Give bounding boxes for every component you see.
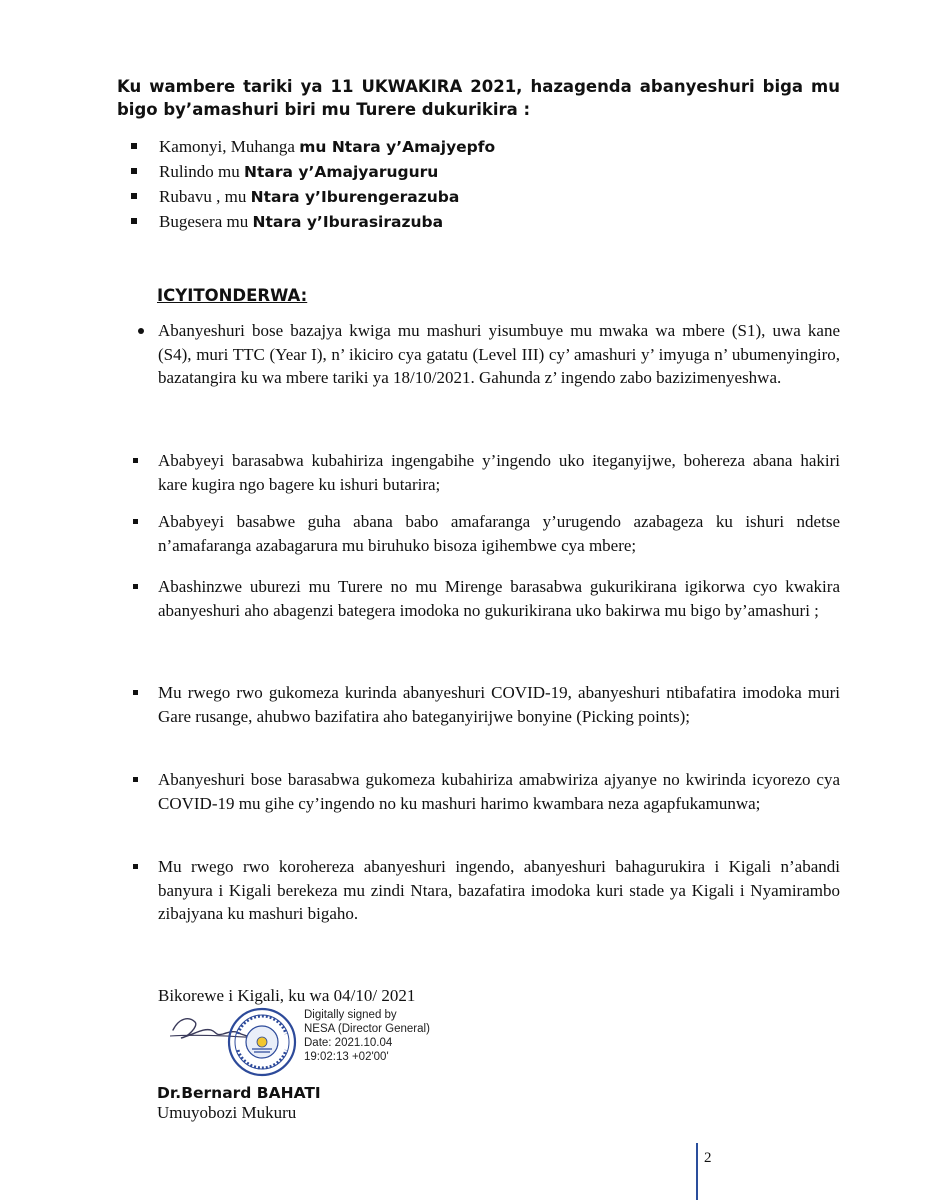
district-item: Bugesera mu Ntara y’Iburasirazuba — [130, 209, 495, 234]
district-item: Kamonyi, Muhanga mu Ntara y’Amajyepfo — [130, 134, 495, 159]
square-bullet-icon — [133, 458, 138, 463]
signer-title: Umuyobozi Mukuru — [157, 1103, 297, 1122]
rule-item: Mu rwego rwo gukomeza kurinda abanyeshuri COVID-19, abanyeshuri ntibafatira imodoka muri Gare rusange, ahubwo bazifatira aho bateganyirijwe bonyine (Picking points); — [133, 681, 840, 728]
rule-item: Ababyeyi barasabwa kubahiriza ingengabihe y’ingendo uko iteganyijwe, bohereza abana hakiri kare kugira ngo bagere ku ishuri butarira; — [133, 449, 840, 496]
square-bullet-icon — [133, 519, 138, 524]
square-bullet-icon — [131, 218, 137, 224]
official-seal-icon — [229, 1009, 295, 1075]
signer-name: Dr.Bernard BAHATI — [157, 1084, 321, 1102]
rule-item: Abashinzwe uburezi mu Turere no mu Mirenge barasabwa gukurikirana igikorwa cyo kwakira abanyeshuri aho abagenzi bategera imodoka no gukurikirana uko bakirwa mu bigo by’amashuri ; — [133, 575, 840, 622]
page-number-divider — [696, 1143, 698, 1200]
square-bullet-icon — [133, 690, 138, 695]
rule-item: Mu rwego rwo korohereza abanyeshuri ingendo, abanyeshuri bahagurukira i Kigali n’abandi banyura i Kigali berekeza mu zindi Ntara, bazafatira imodoka kuri stade ya Kigali i Nyamirambo zibajyana ku mashuri bigaho. — [133, 855, 840, 926]
square-bullet-icon — [133, 777, 138, 782]
square-bullet-icon — [133, 584, 138, 589]
round-bullet-icon — [138, 328, 144, 334]
rule-item: Abanyeshuri bose barasabwa gukomeza kubahiriza amabwiriza ajyanye no kwirinda icyorezo cya COVID-19 mu gihe cy’ingendo no ku mashuri harimo kwambara neza agapfukamunwa; — [133, 768, 840, 815]
square-bullet-icon — [131, 143, 137, 149]
page-number: 2 — [704, 1150, 712, 1166]
note-item: Abanyeshuri bose bazajya kwiga mu mashuri yisumbuye mu mwaka wa mbere (S1), uwa kane (S4), muri TTC (Year I), n’ ikiciro cya gatatu (Level III) cy’ amashuri y’ imyuga n’ ubumenyingiro, bazatangira ku wa mbere tariki ya 18/10/2021. Gahunda z’ ingendo zabo bazizimenyeshwa. — [133, 319, 840, 390]
district-item: Rulindo mu Ntara y’Amajyaruguru — [130, 159, 495, 184]
digital-signature-block: Digitally signed by NESA (Director General) Date: 2021.10.04 19:02:13 +02'00' — [304, 1009, 430, 1063]
square-bullet-icon — [131, 193, 137, 199]
square-bullet-icon — [133, 864, 138, 869]
district-item: Rubavu , mu Ntara y’Iburengerazuba — [130, 184, 495, 209]
rule-item: Ababyeyi basabwe guha abana babo amafaranga y’urugendo azabageza ku ishuri ndetse n’amafaranga azabagarura mu biruhuko bisoza igihembwe cya mbere; — [133, 510, 840, 557]
district-list — [130, 134, 495, 234]
note-heading: ICYITONDERWA: — [157, 286, 308, 305]
square-bullet-icon — [131, 168, 137, 174]
signoff-line: Bikorewe i Kigali, ku wa 04/10/ 2021 — [158, 986, 416, 1005]
intro-paragraph: Ku wambere tariki ya 11 UKWAKIRA 2021, hazagenda abanyeshuri biga mu bigo by’amashuri biri mu Turere dukurikira : — [117, 77, 840, 119]
